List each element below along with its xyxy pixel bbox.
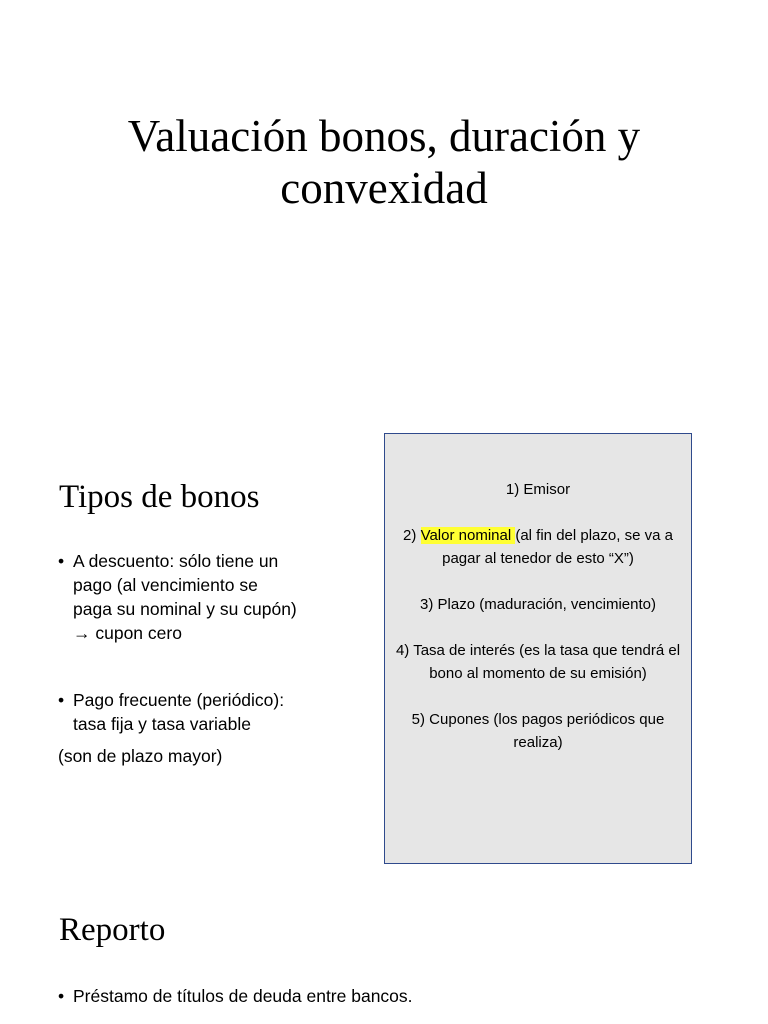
tipos-bullet-list-2	[58, 688, 284, 736]
box-item-emisor: 1) Emisor	[505, 481, 571, 498]
tipos-bullet-descuento	[58, 549, 297, 645]
box-item-valor-nominal	[389, 524, 687, 570]
tipos-note: (son de plazo mayor)	[58, 746, 223, 766]
bullet-line: pago (al vencimiento se	[73, 575, 258, 595]
box-item-prefix: 2)	[403, 527, 421, 544]
title-line-2: convexidad	[280, 163, 488, 213]
tipos-bullet-frecuente	[58, 688, 284, 736]
title-line-1: Valuación bonos, duración y	[127, 111, 641, 161]
bullet-line: paga su nominal y su cupón)	[73, 599, 297, 619]
box-item-rest: (al fin del plazo, se va a pagar al tenedor de esto “X”)	[442, 527, 673, 567]
box-item-plazo: 3) Plazo (maduración, vencimiento)	[420, 596, 656, 613]
bond-elements-box	[384, 433, 692, 864]
reporto-bullet-list	[58, 984, 413, 1008]
box-item-tasa: 4) Tasa de interés (es la tasa que tendrá el bono al momento de su emisión)	[395, 642, 681, 682]
page-title	[60, 110, 708, 214]
bullet-line: → cupon cero	[73, 623, 182, 643]
reporto-heading: Reporto	[59, 912, 166, 948]
reporto-bullet-prestamo: • Préstamo de títulos de deuda entre bancos.	[58, 984, 413, 1008]
tipos-bullet-list	[58, 549, 297, 645]
tipos-heading: Tipos de bonos	[59, 479, 260, 515]
bullet-line: • A descuento: sólo tiene un	[73, 551, 279, 571]
bullet-line: tasa fija y tasa variable	[73, 714, 252, 734]
bullet-line: • Pago frecuente (periódico):	[73, 690, 285, 710]
box-item-cupones: 5) Cupones (los pagos periódicos que realiza)	[411, 711, 665, 751]
highlight-valor-nominal: Valor nominal	[420, 527, 516, 544]
